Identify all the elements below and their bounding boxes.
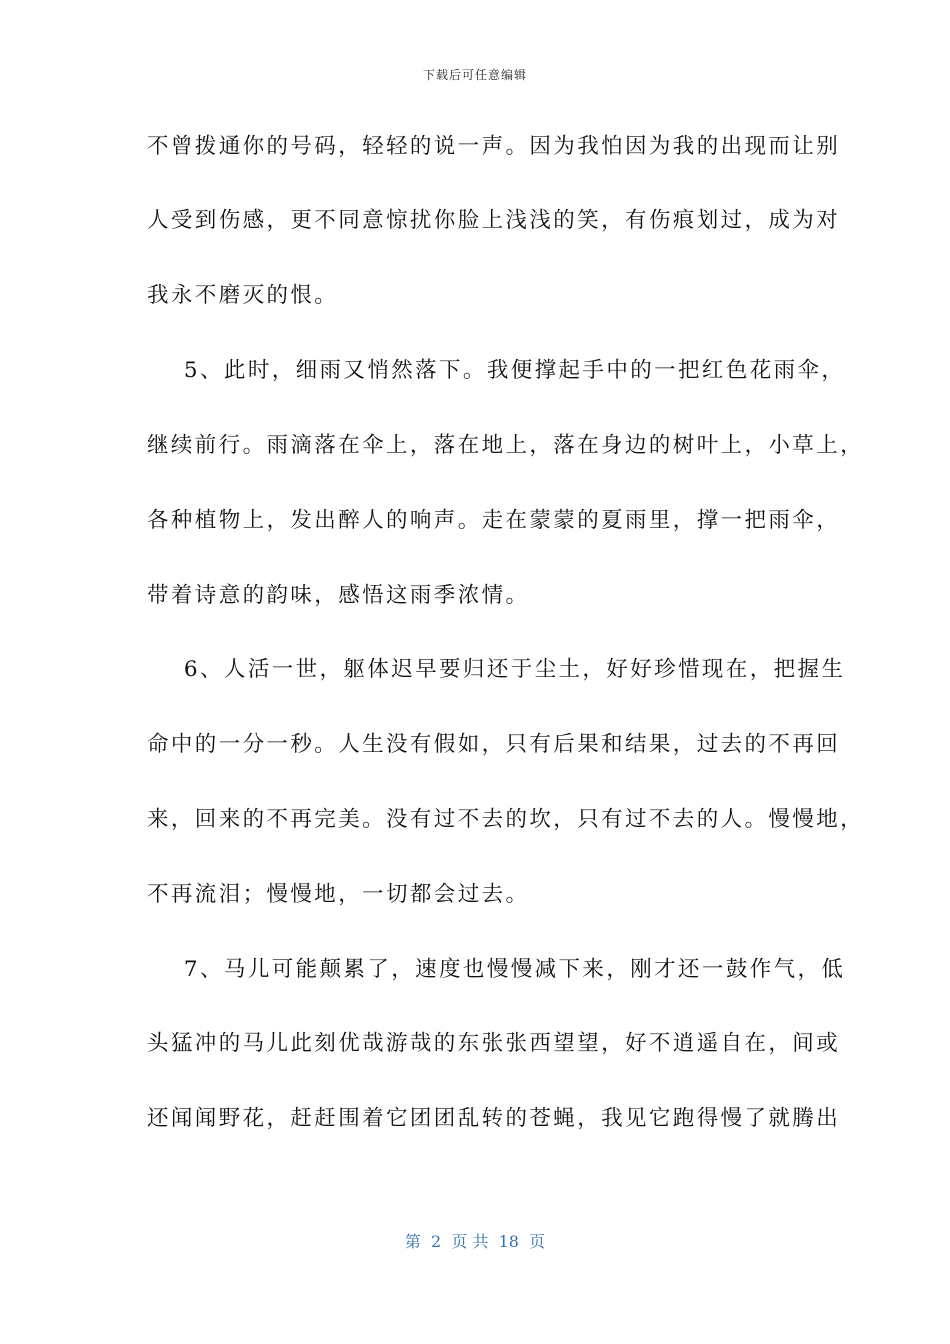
body-line: 头猛冲的马儿此刻优哉游哉的东张张西望望，好不逍遥自在，间或 — [147, 1031, 841, 1056]
page-header: 下载后可任意编辑 — [422, 68, 527, 82]
body-line: 7、马儿可能颠累了，速度也慢慢减下来，刚才还一鼓作气，低 — [147, 957, 846, 982]
body-line: 还闻闻野花，赶赶围着它团团乱转的苍蝇，我见它跑得慢了就腾出 — [147, 1106, 841, 1131]
body-line: 带着诗意的韵味，感悟这雨季浓情。 — [147, 583, 530, 608]
body-line: 5、此时，细雨又悄然落下。我便撑起手中的一把红色花雨伞， — [147, 358, 846, 383]
body-line: 我永不磨灭的恨。 — [147, 283, 339, 308]
body-line: 不曾拨通你的号码，轻轻的说一声。因为我怕因为我的出现而让别 — [147, 134, 841, 159]
body-line: 不再流泪；慢慢地，一切都会过去。 — [147, 882, 530, 907]
body-line: 来，回来的不再完美。没有过不去的坎，只有过不去的人。慢慢地， — [147, 807, 865, 832]
body-line: 人受到伤感，更不同意惊扰你脸上浅浅的笑，有伤痕划过，成为对 — [147, 208, 841, 233]
page-number-footer: 第 2 页 共 18 页 — [404, 1232, 546, 1251]
body-line: 继续前行。雨滴落在伞上，落在地上，落在身边的树叶上，小草上， — [147, 433, 865, 458]
body-line: 各种植物上，发出醉人的响声。走在蒙蒙的夏雨里，撑一把雨伞， — [147, 508, 841, 533]
body-line: 命中的一分一秒。人生没有假如，只有后果和结果，过去的不再回 — [147, 732, 841, 757]
body-line: 6、人活一世，躯体迟早要归还于尘土，好好珍惜现在，把握生 — [147, 657, 846, 682]
